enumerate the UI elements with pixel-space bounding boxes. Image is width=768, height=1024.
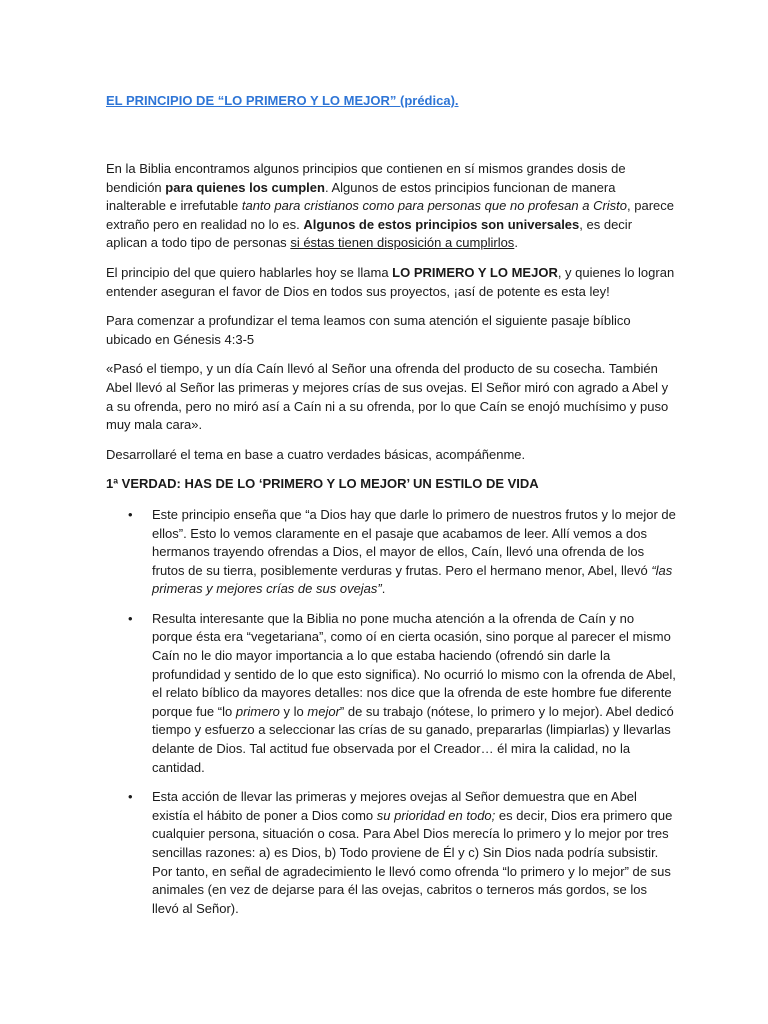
intro-text-3: , parece extraño pero en realidad no lo es. bbox=[106, 198, 675, 232]
list-item bbox=[106, 506, 676, 599]
intro-text-2: . Algunos de estos principios funcionan de manera inalterable e irrefutable bbox=[106, 179, 616, 214]
bullet-3-text-1: Esta acción de llevar las primeras y mejores ovejas al Señor demuestra que en Abel existía el hábito de poner a Dios como bbox=[152, 789, 637, 823]
document-title[interactable]: EL PRINCIPIO DE “LO PRIMERO Y LO MEJOR” (prédica). bbox=[106, 93, 459, 108]
start-paragraph: Para comenzar a profundizar el tema leamos con suma atención el siguiente pasaje bíblico ubicado en Génesis 4:3-5 bbox=[106, 313, 631, 347]
bullet-3-italic-1: su prioridad en todo; bbox=[376, 807, 496, 823]
bullet-2-italic-1: primero bbox=[235, 703, 280, 719]
bullet-1-italic-1: “las primeras y mejores crías de sus ovejas” bbox=[152, 562, 673, 597]
intro-text-4: , es decir aplican a todo tipo de personas bbox=[106, 216, 633, 251]
bullet-2-italic-2: mejor bbox=[307, 703, 340, 719]
bullet-icon: • bbox=[128, 610, 133, 626]
bullet-2-text-2: y lo bbox=[279, 703, 308, 719]
develop-paragraph: Desarrollaré el tema en base a cuatro verdades básicas, acompáñenme. bbox=[106, 446, 526, 462]
bullet-2-text-3: ” de su trabajo (nótese, lo primero y lo mejor). Abel dedicó tiempo y esfuerzo a seleccionar las crías de su ganado, prepararlas (limpiarlas) y llevarlas delante de Dios. Tal actitud fue observada por el Creador… él mira la calidad, no la cantidad. bbox=[152, 703, 674, 775]
scripture-quote: «Pasó el tiempo, y un día Caín llevó al Señor una ofrenda del producto de su cosecha. También Abel llevó al Señor las primeras y mejores crías de sus ovejas. El Señor miró con agrado a Abel y a su ofrenda, pero no miró así a Caín ni a su ofrenda, por lo que Caín se enojó muchísimo y puso muy mala cara». bbox=[106, 361, 669, 433]
principle-text-2: , y quienes lo logran entender aseguran el favor de Dios en todos sus proyectos, ¡así de potente es esta ley! bbox=[106, 264, 675, 299]
bullet-3-text-2: es decir, Dios era primero que cualquier persona, situación o cosa. Para Abel Dios merecía lo primero y lo mejor por tres sencillas razones: a) es Dios, b) Todo proviene de Él y c) Sin Dios nada podría subsistir. Por tanto, en señal de agradecimiento le llevó como ofrenda “lo primero y lo mejor” de sus animales (en vez de dejarse para él las ovejas, cabritos o terneros más gordos, se los llevó al Señor). bbox=[152, 807, 673, 916]
intro-text-1: En la Biblia encontramos algunos principios que contienen en sí mismos grandes dosis de bendición bbox=[106, 161, 626, 195]
bullet-1-text-1: Este principio enseña que “a Dios hay que darle lo primero de nuestros frutos y lo mejor de ellos”. Esto lo vemos claramente en el pasaje que acabamos de leer. Allí vemos a dos hermanos trayendo ofrendas a Dios, el mayor de ellos, Caín, llevó una ofrenda de los frutos de su tierra, posiblemente verduras y frutas. Pero el hermano menor, Abel, llevó bbox=[152, 506, 676, 578]
principle-text-1: El principio del que quiero hablarles hoy se llama bbox=[106, 264, 393, 280]
list-item bbox=[106, 788, 676, 918]
bullet-2-text-1: Resulta interesante que la Biblia no pone mucha atención a la ofrenda de Caín y no porque ésta era “vegetariana”, como oí en cierta ocasión, sino porque al parecer el mismo Caín no le dio mayor importancia a lo que estaba haciendo (ofrendó sin darle la profundidad y sentido de lo que esto significa). No ocurrió lo mismo con la ofrenda de Abel, el relato bíblico da mayores detalles: nos dice que la ofrenda de este hombre fue diferente porque fue “lo bbox=[152, 610, 676, 719]
bullet-1-text-2: . bbox=[381, 581, 386, 597]
bullet-icon: • bbox=[128, 506, 133, 522]
bullet-icon: • bbox=[128, 789, 133, 805]
principle-bold-1: LO PRIMERO Y LO MEJOR bbox=[392, 264, 558, 280]
intro-bold-1: para quienes los cumplen bbox=[165, 179, 325, 195]
intro-underline-1: si éstas tienen disposición a cumplirlos bbox=[290, 235, 515, 251]
list-item bbox=[106, 610, 676, 777]
intro-paragraph bbox=[106, 160, 676, 253]
intro-bold-2: Algunos de estos principios son universales bbox=[303, 216, 580, 232]
intro-italic-1: tanto para cristianos como para personas que no profesan a Cristo bbox=[241, 198, 628, 214]
intro-text-5: . bbox=[514, 235, 518, 251]
section-heading-1: 1ª VERDAD: HAS DE LO ‘PRIMERO Y LO MEJOR’ UN ESTILO DE VIDA bbox=[106, 476, 539, 492]
bullet-list bbox=[106, 506, 676, 918]
principle-paragraph bbox=[106, 264, 676, 301]
